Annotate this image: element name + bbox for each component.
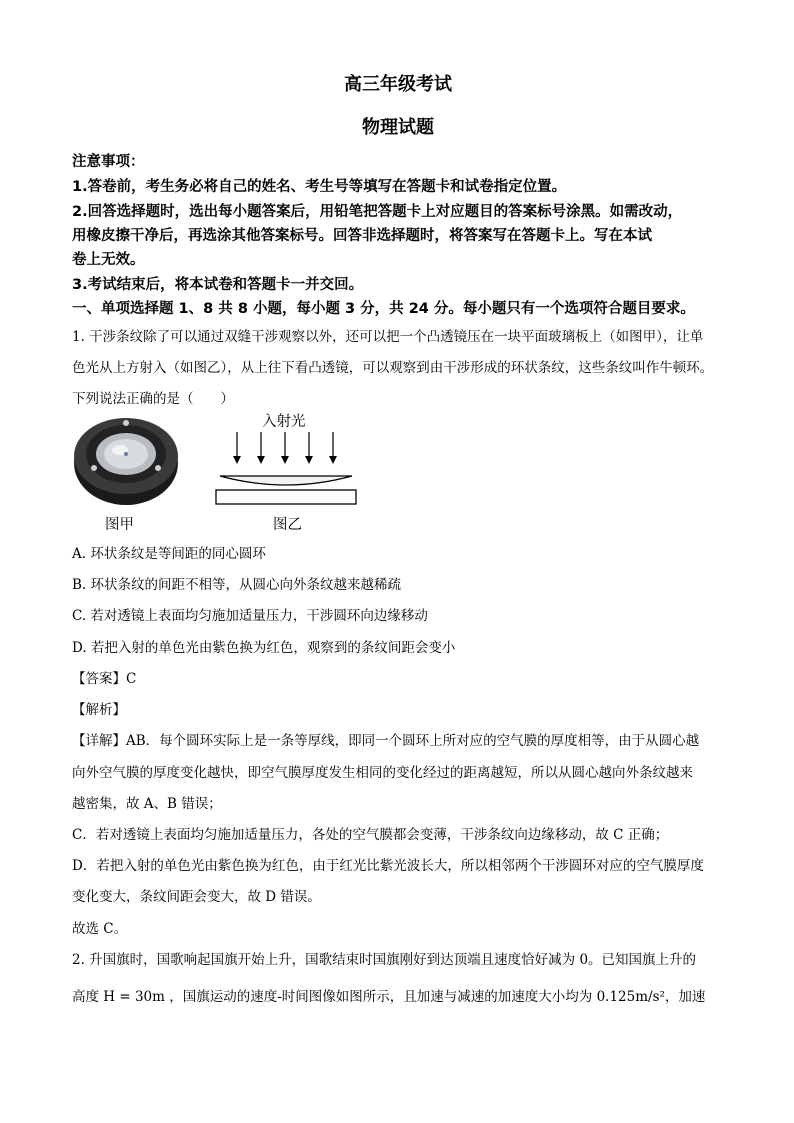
q1-detail-line-6: 变化变大，条纹间距会变大，故 D 错误。	[72, 889, 321, 905]
q1-conclusion: 故选 C。	[72, 921, 128, 937]
q1-answer: 【答案】C	[72, 671, 137, 687]
lens-holder-photo-icon	[74, 418, 178, 505]
q2-stem-line-2: 高度 H = 30m ，国旗运动的速度-时间图像如图所示，且加速与减速的加速度大小均为 0.125m/s²，加速	[72, 989, 706, 1005]
q1-option-d: D. 若把入射的单色光由紫色换为红色，观察到的条纹间距会变小	[72, 640, 456, 656]
q1-detail-line-2: 向外空气膜的厚度变化越快，即空气膜厚度发生相同的变化经过的距离越短，所以从圆心越向外条纹越来	[72, 765, 693, 781]
exam-subtitle: 物理试题	[362, 117, 434, 138]
q1-option-c: C. 若对透镜上表面均匀施加适量压力，干涉圆环向边缘移动	[72, 608, 428, 624]
q1-stem-line-3: 下列说法正确的是（ ）	[72, 391, 234, 407]
q2-stem-line-1: 2. 升国旗时，国歌响起国旗开始上升，国歌结束时国旗刚好到达顶端且速度恰好减为 0。已知国旗上升的	[72, 952, 697, 968]
notice-item-3: 3.考试结束后，将本试卷和答题卡一并交回。	[72, 277, 364, 293]
notice-item-2-line-2: 用橡皮擦干净后，再选涂其他答案标号。回答非选择题时，将答案写在答题卡上。写在本试	[72, 228, 652, 244]
q1-option-a: A. 环状条纹是等间距的同心圆环	[72, 546, 266, 562]
q1-detail-line-5: D．若把入射的单色光由紫色换为红色，由于红光比紫光波长大，所以相邻两个干涉圆环对应的空气膜厚度	[72, 858, 704, 874]
incident-light-label: 入射光	[262, 414, 306, 430]
newton-rings-apparatus-icon	[216, 432, 356, 504]
q1-detail-line-3: 越密集，故 A、B 错误；	[72, 796, 222, 812]
notice-item-1: 1.答卷前，考生务必将自己的姓名、考生号等填写在答题卡和试卷指定位置。	[72, 179, 567, 195]
q1-stem-line-1: 1. 干涉条纹除了可以通过双缝干涉观察以外，还可以把一个凸透镜压在一块平面玻璃板上（如图甲），让单	[72, 329, 704, 345]
q1-figures	[72, 410, 372, 535]
q1-detail-line-1: 【详解】AB．每个圆环实际上是一条等厚线，即同一个圆环上所对应的空气膜的厚度相等，由于从圆心越	[72, 733, 700, 749]
figure-a-label: 图甲	[105, 517, 134, 533]
notice-item-2-line-1: 2.回答选择题时，选出每小题答案后，用铅笔把答题卡上对应题目的答案标号涂黑。如需改动，	[72, 204, 683, 220]
q1-option-b: B. 环状条纹的间距不相等，从圆心向外条纹越来越稀疏	[72, 577, 402, 593]
notice-heading: 注意事项：	[72, 154, 145, 170]
exam-title: 高三年级考试	[344, 74, 452, 95]
q1-analysis-heading: 【解析】	[72, 702, 126, 718]
notice-item-2-line-3: 卷上无效。	[72, 252, 145, 268]
figure-b-label: 图乙	[273, 517, 302, 533]
q1-stem-line-2: 色光从上方射入（如图乙），从上往下看凸透镜，可以观察到由干涉形成的环状条纹，这些条纹叫作牛顿环。	[72, 360, 714, 376]
section-heading: 一、单项选择题 1、8 共 8 小题，每小题 3 分，共 24 分。每小题只有一个选项符合题目要求。	[72, 301, 695, 317]
q1-detail-line-4: C．若对透镜上表面均匀施加适量压力，各处的空气膜都会变薄，干涉条纹向边缘移动，故 C 正确；	[72, 827, 669, 843]
